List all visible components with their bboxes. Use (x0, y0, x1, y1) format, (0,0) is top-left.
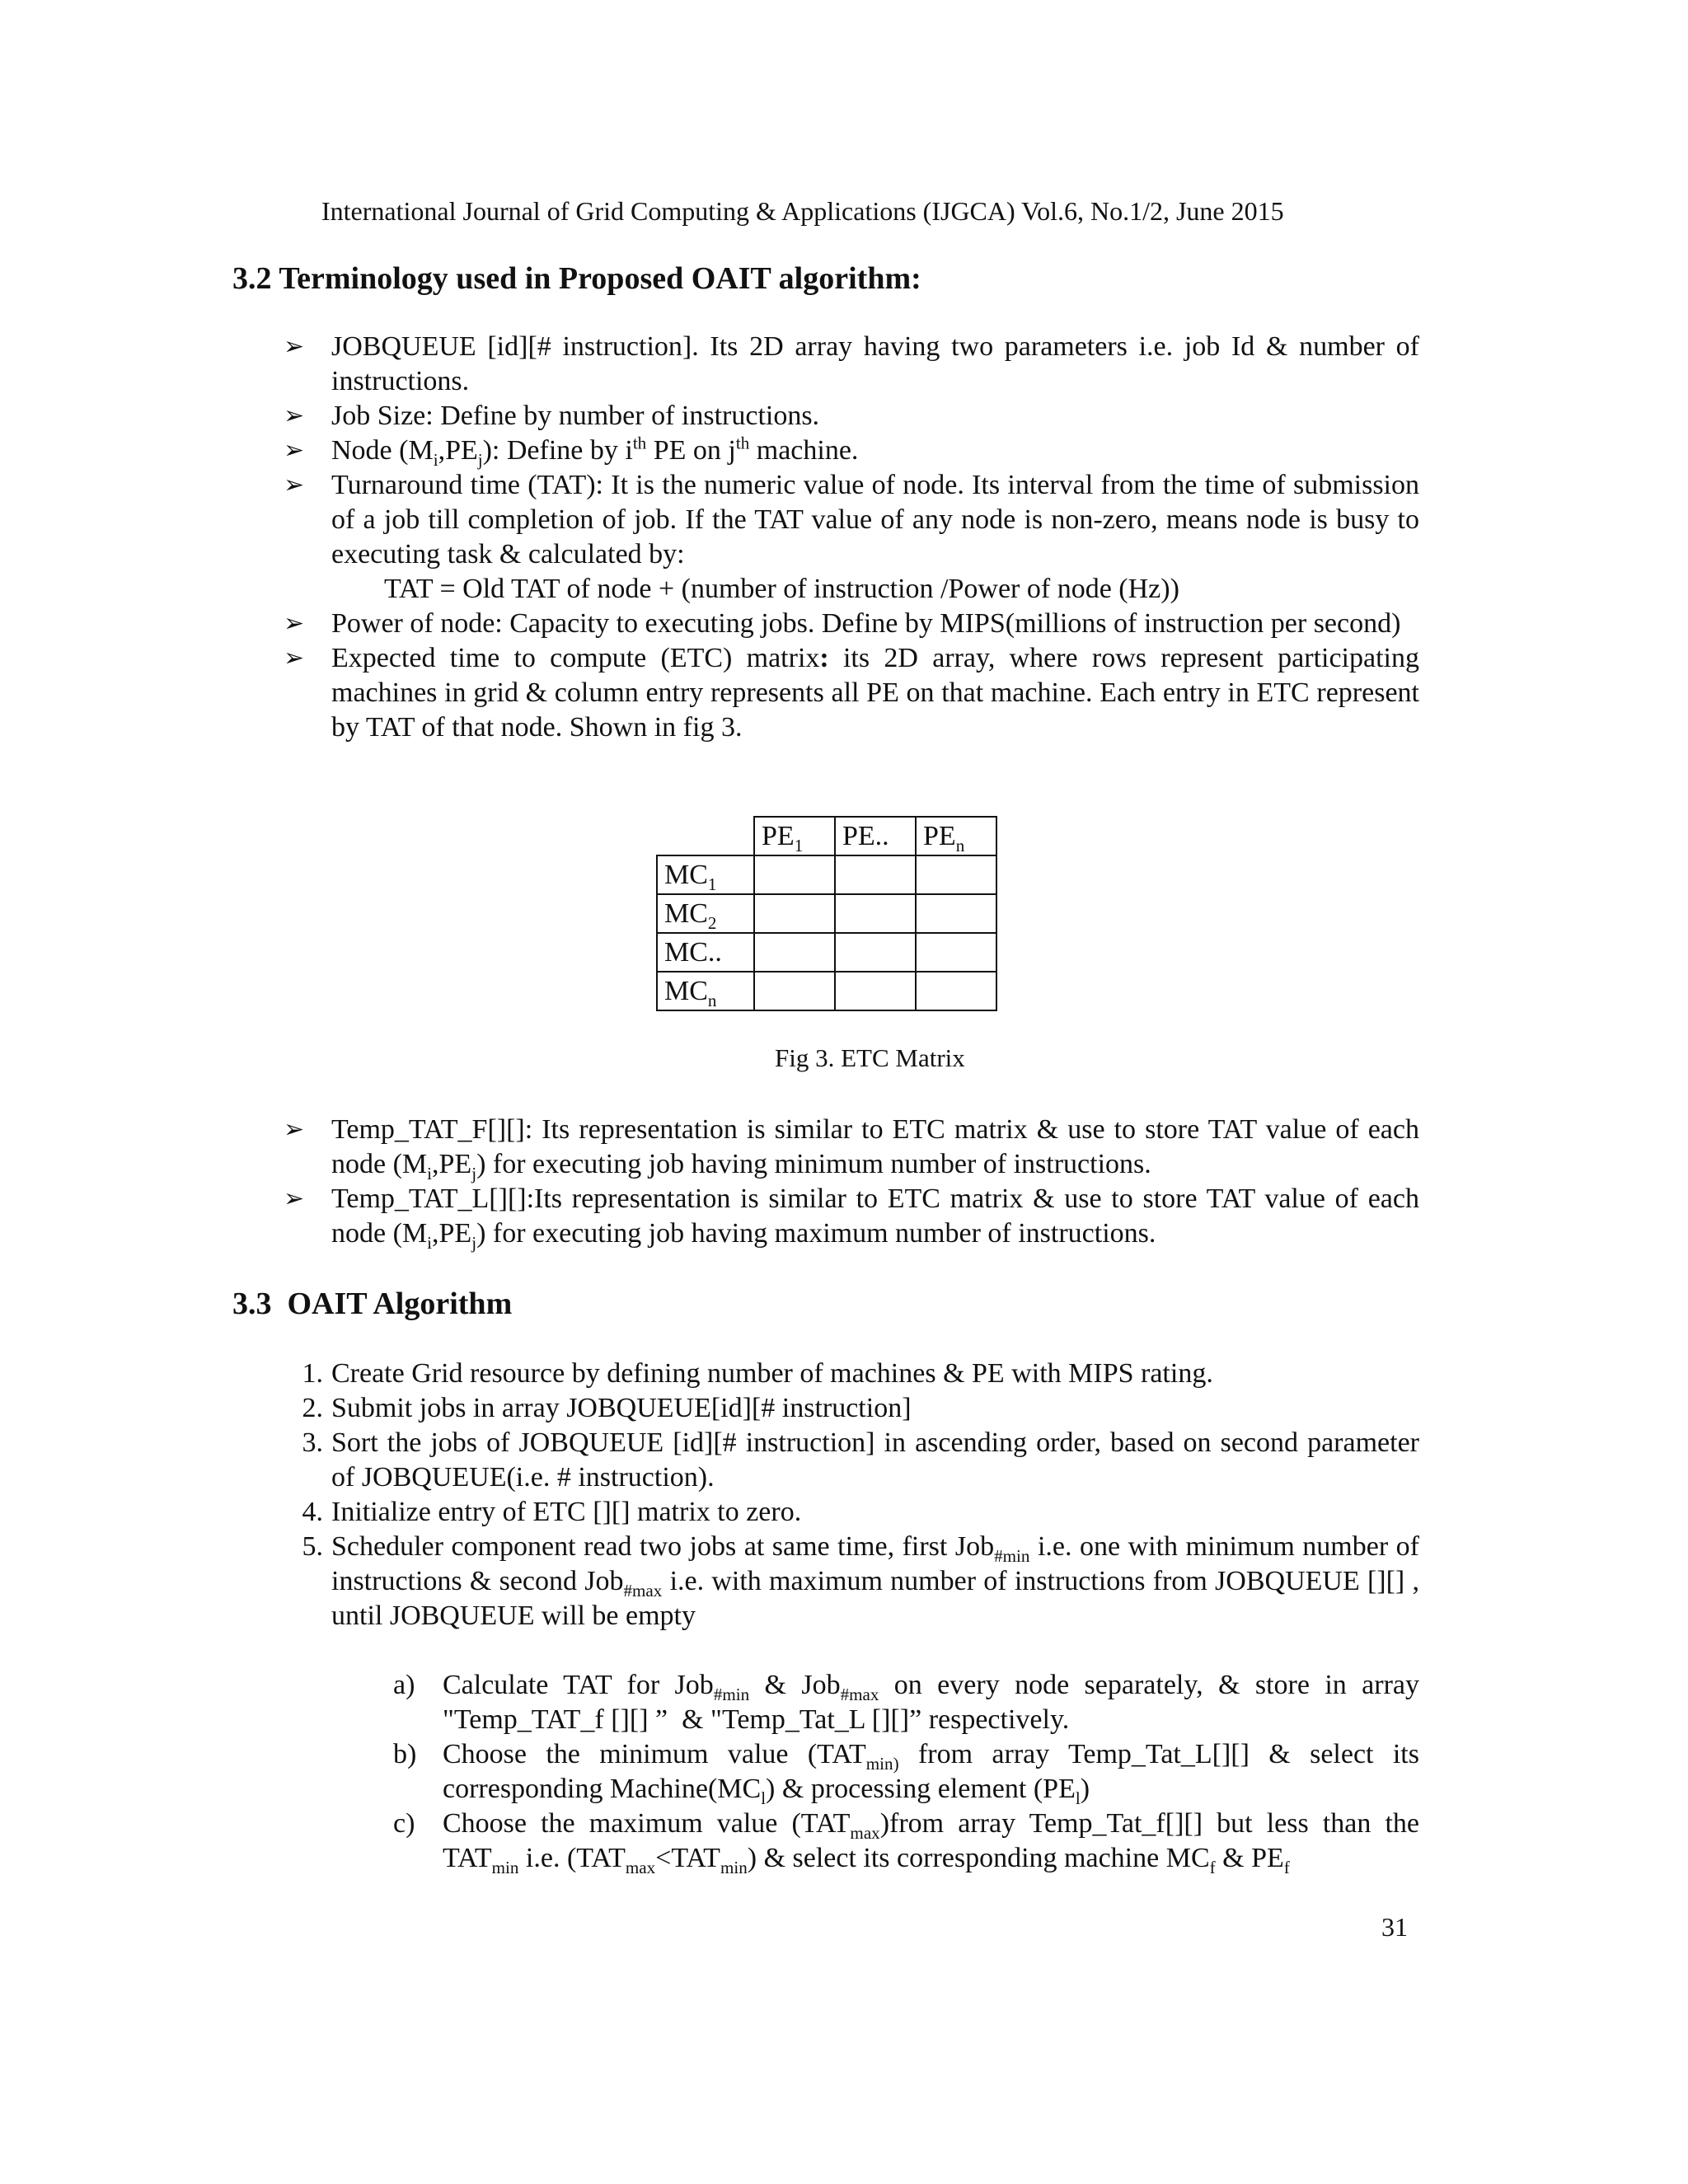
etc-matrix-table (656, 816, 997, 1011)
list-item: ➢ Turnaround time (TAT): It is the numeric value of node. Its interval from the time of submission of a job till completion of job. If the TAT value of any node is non-zero, means node is busy to executing task & calculated by: TAT = Old TAT of node + (number of instruction /Power of node (Hz)) (232, 468, 1419, 607)
row-header: MC.. (657, 933, 754, 972)
journal-header: International Journal of Grid Computing & Applications (IJGCA) Vol.6, No.1/2, June 2015 (321, 196, 1284, 226)
list-item: 1. Create Grid resource by defining number of machines & PE with MIPS rating. (302, 1358, 1213, 1389)
list-item: c) Choose the maximum value $(TAT_{max})from$ array Temp_Tat_f[][] but less than the $TAT_{min}$ i.e. $(TAT_{max}<TAT_{min})$ & select its corresponding machine $MC_f$ & $PE_f$ (393, 1808, 1420, 1877)
table-cell (754, 894, 835, 933)
list-item: ➢ JOBQUEUE [id][# instruction]. Its 2D array having two parameters i.e. job Id & number of instructions. (284, 331, 1419, 396)
list-item: 5. Scheduler component read two jobs at same time, first Job$_{\#min}$ i.e. one with minimum number of instructions & second Job$_{\#max}$ i.e. with maximum number of instructions from JOBQUEUE [][] , until JOBQUEUE will be empty (302, 1531, 1419, 1631)
arrow-bullet-icon: ➢ (284, 401, 305, 430)
table-cell (835, 972, 916, 1010)
table-cell (916, 855, 996, 894)
table-cell (916, 972, 996, 1010)
list-item: ➢ Power of node: Capacity to executing jobs. Define by MIPS(millions of instruction per second) (232, 607, 1419, 641)
arrow-bullet-icon: ➢ (284, 1184, 305, 1213)
etc-matrix-figure (656, 816, 997, 1011)
arrow-bullet-icon: ➢ (284, 471, 305, 499)
list-item: 2. Submit jobs in array JOBQUEUE[id][# instruction] (302, 1393, 912, 1423)
table-cell (754, 933, 835, 972)
table-cell (835, 933, 916, 972)
column-header: $PE_n$ (916, 817, 996, 855)
arrow-bullet-icon: ➢ (284, 1115, 305, 1144)
list-item: a) Calculate TAT for Job$_{\#min}$ & Job$_{\#max}$ on every node separately, & store in array "Temp_TAT_f [][] ” & "Temp_Tat_L [][]” respectively. (393, 1670, 1419, 1735)
list-item: ➢ Node $(M_i,PE_j)$: Define by $i^{th}$ PE on $j^{th}$ machine. (284, 433, 859, 470)
arrow-bullet-icon: ➢ (284, 332, 305, 361)
table-row (657, 894, 996, 933)
list-item: ➢ Temp_TAT_F[][]: Its representation is similar to ETC matrix & use to store TAT value of each node $(M_i,PE_j)$ for executing job having minimum number of instructions. (284, 1114, 1419, 1183)
list-item: 3. Sort the jobs of JOBQUEUE [id][# instruction] in ascending order, based on second parameter of JOBQUEUE(i.e. # instruction). (302, 1427, 1419, 1493)
arrow-bullet-icon: ➢ (284, 436, 305, 465)
list-item: 4. Initialize entry of ETC [][] matrix to zero. (302, 1497, 802, 1527)
table-cell (916, 933, 996, 972)
column-header: PE.. (835, 817, 916, 855)
list-item: ➢ Temp_TAT_L[][]:Its representation is similar to ETC matrix & use to store TAT value of each node $(M_i,PE_j)$ for executing job having maximum number of instructions. (284, 1183, 1419, 1253)
temp-array-list (232, 1113, 1419, 1251)
table-cell (754, 855, 835, 894)
table-cell (754, 972, 835, 1010)
row-header: $MC_2$ (657, 894, 754, 933)
tat-formula: TAT = Old TAT of node + (number of instruction /Power of node (Hz)) (384, 574, 1179, 604)
list-item: b) Choose the minimum value ($TAT_{min)}$ from array Temp_Tat_L[][] & select its corresponding $Machine(MC_l)$ & processing element $(PE_l)$ (393, 1739, 1419, 1808)
table-cell (916, 894, 996, 933)
table-row (657, 972, 996, 1010)
section-3-3-title: 3.3 OAIT Algorithm (232, 1286, 513, 1321)
page-number: 31 (1381, 1912, 1408, 1942)
algorithm-substeps (232, 1668, 1419, 1876)
table-row (657, 855, 996, 894)
row-header: $MC_1$ (657, 855, 754, 894)
list-item: ➢ Expected time to compute (ETC) matrix: its 2D array, where rows represent participating machines in grid & column entry represents all PE on that machine. Each entry in ETC represent by TAT of that node. Shown in fig 3. (284, 643, 1419, 743)
column-header: $PE_1$ (754, 817, 835, 855)
table-cell (835, 855, 916, 894)
row-header: $MC_n$ (657, 972, 754, 1010)
table-cell (835, 894, 916, 933)
figure-caption: Fig 3. ETC Matrix (775, 1043, 965, 1072)
table-row (657, 933, 996, 972)
terminology-list (232, 330, 1419, 745)
arrow-bullet-icon: ➢ (284, 609, 305, 638)
arrow-bullet-icon: ➢ (284, 644, 305, 673)
table-corner (657, 817, 754, 855)
algorithm-steps (232, 1357, 1419, 1633)
list-item: ➢ Job Size: Define by number of instructions. (232, 399, 1419, 434)
section-3-2-title: 3.2 Terminology used in Proposed OAIT algorithm: (232, 261, 921, 296)
